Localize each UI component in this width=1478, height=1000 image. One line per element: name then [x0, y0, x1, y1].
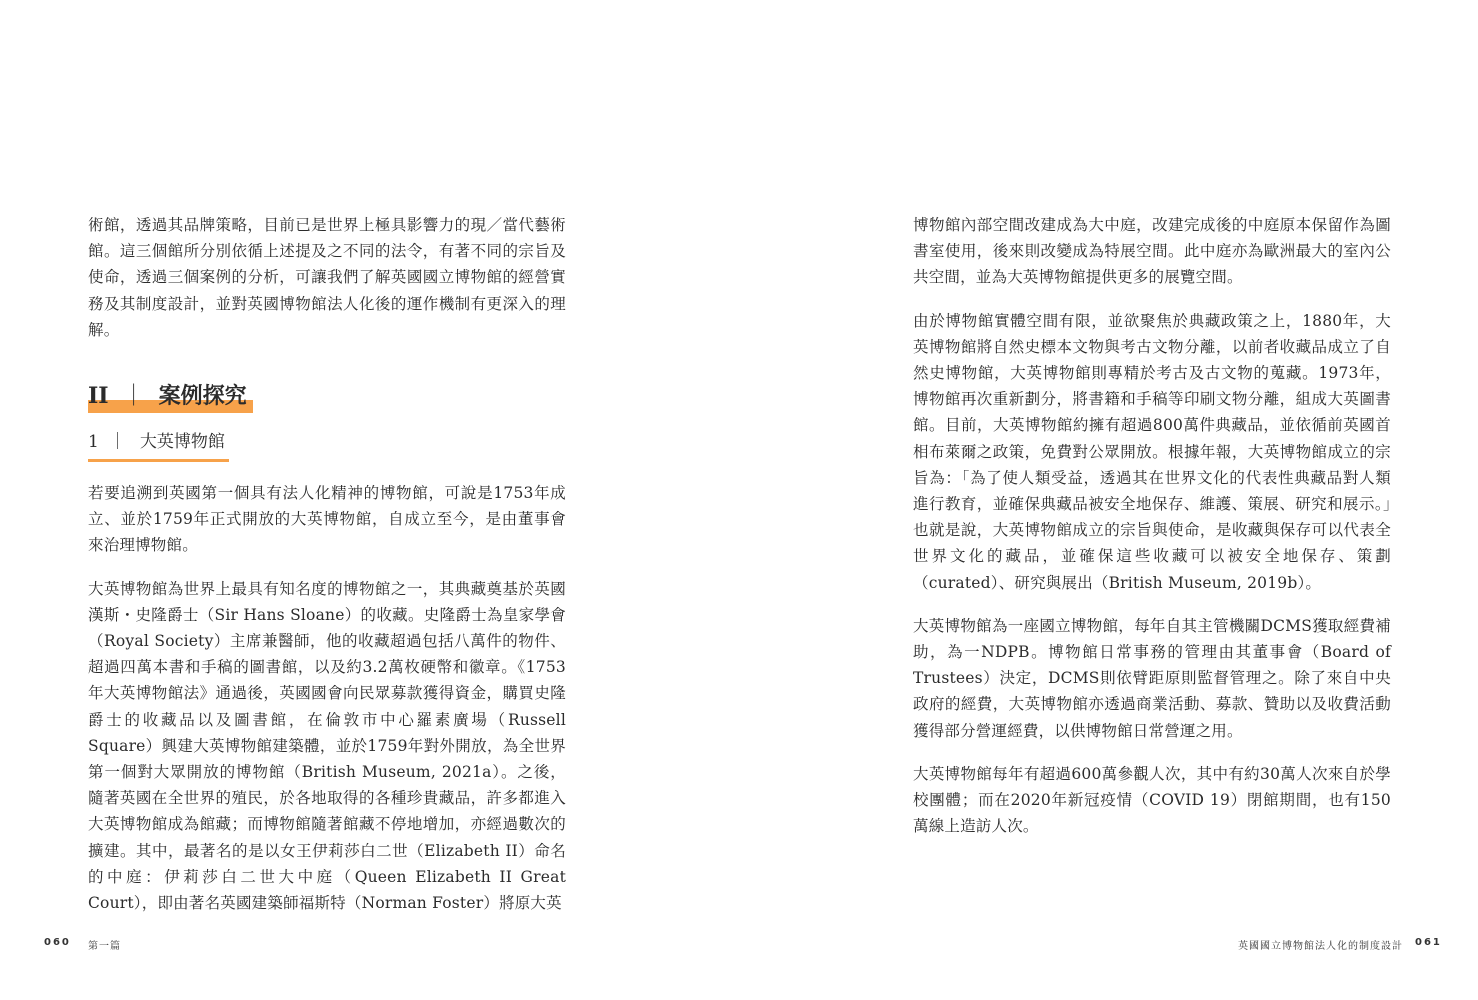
paragraph-visitors: 大英博物館每年有超過600萬參觀人次，其中有約30萬人次來自於學校團體；而在2020年新冠疫情（COVID 19）閉館期間，也有150萬線上造訪人次。	[913, 764, 1391, 836]
paragraph-mission: 由於博物館實體空間有限，並欲聚焦於典藏政策之上，1880年，大英博物館將自然史標本文物與考古文物分離，以前者收藏品成立了自然史博物館，大英博物館則專精於考古及古文物的蒐藏。1973年，博物館再次重新劃分，將書籍和手稿等印刷文物分離，組成大英圖書館。目前，大英博物館約擁有超過800萬件典藏品，並依循前英國首相布萊爾之政策，免費對公眾開放。根據年報，大英博物館成立的宗旨為：「為了使人類受益，透過其在世界文化的代表性典藏品對人類進行教育，並確保典藏品被安全地保存、維護、策展、研究和展示。」也就是說，大英博物館成立的宗旨與使命，是收藏與保存可以代表全世界文化的藏品，並確保這些收藏可以被安全地保存、策劃（curated）、研究與展出（British Museum, 2019b）。	[913, 311, 1391, 592]
right-page-column	[913, 212, 1391, 856]
left-running-title: 第一篇	[88, 941, 121, 952]
paragraph-great-court: 博物館內部空間改建成為大中庭，改建完成後的中庭原本保留作為圖書室使用，後來則改變成為特展空間。此中庭亦為歐洲最大的室內公共空間，並為大英博物館提供更多的展覽空間。	[913, 216, 1391, 287]
subsection-number: 1	[88, 432, 99, 453]
paragraph-governance: 大英博物館為一座國立博物館，每年自其主管機關DCMS獲取經費補助，為一NDPB。博物館日常事務的管理由其董事會（Board of Trustees）決定，DCMS則依臂距原則監督管理之。除了來自中央政府的經費，大英博物館亦透過商業活動、募款、贊助以及收費活動獲得部分營運經費，以供博物館日常營運之用。	[913, 616, 1391, 740]
subsection-heading	[88, 431, 229, 462]
subsection-title: 大英博物館	[139, 432, 225, 453]
intro-paragraph: 術館，透過其品牌策略，目前已是世界上極具影響力的現／當代藝術館。這三個館所分別依循上述提及之不同的法令，有著不同的宗旨及使命，透過三個案例的分析，可讓我們了解英國國立博物館的經營實務及其制度設計，並對英國博物館法人化後的運作機制有更深入的理解。	[88, 216, 566, 339]
paragraph-history: 大英博物館為世界上最具有知名度的博物館之一，其典藏奠基於英國漢斯・史隆爵士（Sir Hans Sloane）的收藏。史隆爵士為皇家學會（Royal Society）主席兼醫師，他的收藏超過包括八萬件的物件、超過四萬本書和手稿的圖書館，以及約3.2萬枚硬幣和徽章。《1753年大英博物館法》通過後，英國國會向民眾募款獲得資金，購買史隆爵士的收藏品以及圖書館，在倫敦市中心羅素廣場（Russell Square）興建大英博物館建築體，並於1759年對外開放，為全世界第一個對大眾開放的博物館（British Museum, 2021a）。之後，隨著英國在全世界的殖民，於各地取得的各種珍貴藏品，許多都進入大英博物館成為館藏；而博物館隨著館藏不停地增加，亦經過數次的擴建。其中，最著名的是以女王伊莉莎白二世（Elizabeth II）命名的中庭：伊莉莎白二世大中庭（Queen Elizabeth II Great Court），即由著名英國建築師福斯特（Norman Foster）將原大英	[88, 579, 566, 913]
left-page-column	[88, 212, 566, 933]
right-running-title: 英國國立博物館法人化的制度設計	[1238, 941, 1403, 952]
paragraph-founding: 若要追溯到英國第一個具有法人化精神的博物館，可說是1753年成立、並於1759年正式開放的大英博物館，自成立至今，是由董事會來治理博物館。	[88, 484, 566, 555]
section-number: II	[88, 383, 109, 410]
subsection-divider: ｜	[108, 432, 126, 453]
section-divider: ｜	[122, 384, 145, 410]
section-title: 案例探究	[158, 383, 247, 410]
right-page-number: 061	[1415, 937, 1442, 948]
section-heading	[88, 382, 253, 413]
left-page-number: 060	[44, 937, 71, 948]
